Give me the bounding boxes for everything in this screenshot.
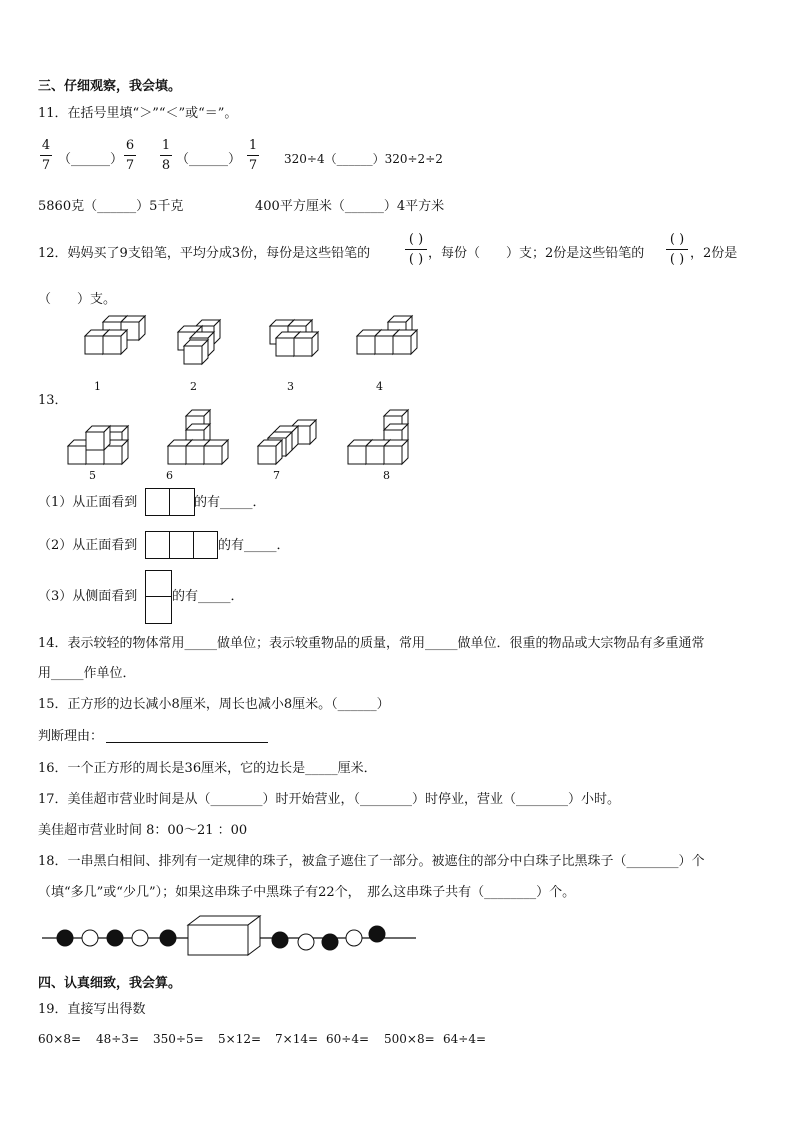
q18-line-1: 18．一串黑白相间、排列有一定规律的珠子，被盒子遮住了一部分。被遮住的部分中白珠子比黑珠子（________）个 bbox=[38, 854, 705, 869]
q17-hours: 美佳超市营业时间 8：00～21 ：00 bbox=[38, 823, 248, 838]
q11-blank-2: （______） bbox=[176, 152, 242, 167]
q15-reason-label: 判断理由： bbox=[38, 729, 104, 744]
section-3-title: 三、仔细观察，我会填。 bbox=[38, 79, 182, 94]
section-4-title: 四、认真细致，我会算。 bbox=[38, 976, 182, 991]
q13-sub1-answer: 的有_____． bbox=[194, 495, 266, 510]
q12-text-4: （ ）支。 bbox=[38, 292, 117, 307]
q19-item-5: 7×14= bbox=[275, 1032, 319, 1046]
q12-text-3: ，2份是 bbox=[690, 246, 738, 261]
covering-box bbox=[188, 916, 260, 955]
cube-label-2: 2 bbox=[190, 380, 197, 393]
q14-line-2: 用_____作单位． bbox=[38, 666, 136, 681]
q19-item-7: 500×8= bbox=[384, 1032, 435, 1046]
q11-blank-1: （______） bbox=[58, 152, 124, 167]
q16-question: 16．一个正方形的周长是36厘米，它的边长是_____厘米． bbox=[38, 761, 377, 776]
q19-item-4: 5×12= bbox=[218, 1032, 262, 1046]
q19-item-6: 60÷4= bbox=[326, 1032, 370, 1046]
q11-fraction-4: 1 7 bbox=[248, 138, 258, 173]
cube-label-5: 5 bbox=[89, 469, 96, 482]
q13-number: 13． bbox=[38, 393, 68, 408]
q19-item-2: 48÷3= bbox=[96, 1032, 140, 1046]
cube-label-8: 8 bbox=[383, 469, 390, 482]
q13-sub3-text: （3）从侧面看到 bbox=[38, 589, 138, 604]
q11-prompt: 11．在括号里填“＞”“＜”或“＝”。 bbox=[38, 106, 238, 121]
q13-sub2-answer: 的有_____． bbox=[218, 538, 290, 553]
q13-sub2-text: （2）从正面看到 bbox=[38, 538, 138, 553]
q18-line-2: （填“多几”或“少几”）；如果这串珠子中黑珠子有22个， 那么这串珠子共有（________）个。 bbox=[38, 885, 576, 900]
q11-mass-compare: 5860克（______）5千克 bbox=[38, 199, 184, 214]
q12-text-2: ，每份（ ）支；2份是这些铅笔的 bbox=[428, 246, 645, 261]
q11-area-compare: 400平方厘米（______）4平方米 bbox=[255, 199, 445, 214]
q19-item-1: 60×8= bbox=[38, 1032, 82, 1046]
q12-text-1: 12．妈妈买了9支铅笔，平均分成3份，每份是这些铅笔的 bbox=[38, 246, 371, 261]
cube-label-3: 3 bbox=[287, 380, 294, 393]
q19-item-8: 64÷4= bbox=[443, 1032, 487, 1046]
q12-fraction-blank-1: ( ) ( ) bbox=[405, 233, 427, 266]
q19-item-3: 350÷5= bbox=[153, 1032, 204, 1046]
cube-label-1: 1 bbox=[94, 380, 101, 393]
q11-fraction-3: 1 8 bbox=[161, 138, 171, 173]
cube-label-4: 4 bbox=[376, 380, 383, 393]
q17-question: 17．美佳超市营业时间是从（________）时开始营业，（________）时停业，营业（________）小时。 bbox=[38, 792, 621, 807]
cube-label-7: 7 bbox=[273, 469, 280, 482]
q15-statement: 15．正方形的边长减小8厘米，周长也减小8厘米。（______） bbox=[38, 697, 390, 712]
q13-sub1-text: （1）从正面看到 bbox=[38, 495, 138, 510]
q14-line-1: 14．表示较轻的物体常用_____做单位；表示较重物品的质量，常用_____做单位．很重的物品或大宗物品有多重通常 bbox=[38, 636, 705, 651]
q11-fraction-2: 6 7 bbox=[125, 138, 135, 173]
q12-fraction-blank-2: ( ) ( ) bbox=[666, 233, 688, 266]
cube-label-6: 6 bbox=[166, 469, 173, 482]
q11-fraction-1: 4 7 bbox=[41, 138, 51, 173]
q19-prompt: 19．直接写出得数 bbox=[38, 1002, 146, 1017]
q11-division-compare: 320÷4（______）320÷2÷2 bbox=[284, 152, 443, 166]
q13-sub3-answer: 的有_____． bbox=[172, 589, 244, 604]
